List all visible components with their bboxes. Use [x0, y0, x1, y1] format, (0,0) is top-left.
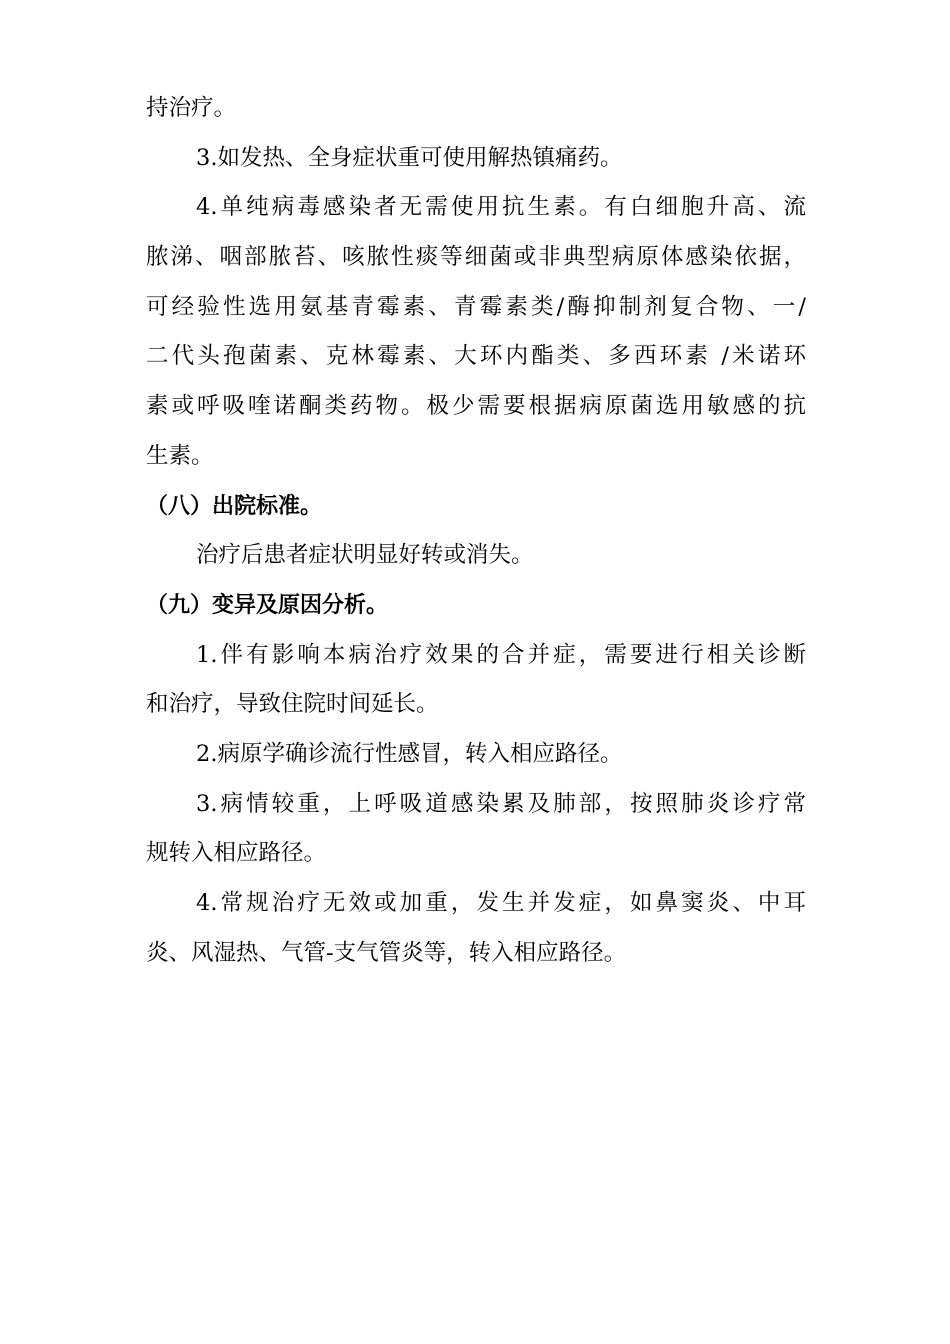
paragraph-line: 可经验性选用氨基青霉素、青霉素类/酶抑制剂复合物、一/	[146, 293, 806, 320]
paragraph-line: 规转入相应路径。	[146, 840, 327, 867]
paragraph-line: 生素。	[146, 442, 214, 469]
document-body	[146, 84, 806, 978]
section-heading: （八）出院标准。	[146, 493, 323, 519]
paragraph-line: 4.单纯病毒感染者无需使用抗生素。有白细胞升高、流	[196, 194, 806, 221]
paragraph-line: 4.常规治疗无效或加重，发生并发症，如鼻窦炎、中耳	[196, 890, 806, 916]
section-heading: （九）变异及原因分析。	[146, 592, 389, 618]
paragraph-line: 素或呼吸喹诺酮类药物。极少需要根据病原菌选用敏感的抗	[146, 393, 806, 420]
paragraph-line: 和治疗，导致住院时间延长。	[146, 691, 439, 718]
paragraph-line: 3.如发热、全身症状重可使用解热镇痛药。	[196, 144, 623, 171]
paragraph-line: 3.病情较重，上呼吸道感染累及肺部，按照肺炎诊疗常	[196, 790, 806, 817]
paragraph-line: 炎、风湿热、气管-支气管炎等，转入相应路径。	[146, 939, 627, 966]
paragraph-line: 治疗后患者症状明显好转或消失。	[196, 542, 534, 569]
paragraph-line: 1.伴有影响本病治疗效果的合并症，需要进行相关诊断	[196, 641, 806, 668]
paragraph-line: 2.病原学确诊流行性感冒，转入相应路径。	[196, 740, 623, 767]
paragraph-line: 脓涕、咽部脓苔、咳脓性痰等细菌或非典型病原体感染依据，	[146, 244, 806, 271]
paragraph-line: 持治疗。	[146, 95, 237, 121]
paragraph-line: 二代头孢菌素、克林霉素、大环内酯类、多西环素 /米诺环	[146, 343, 806, 370]
